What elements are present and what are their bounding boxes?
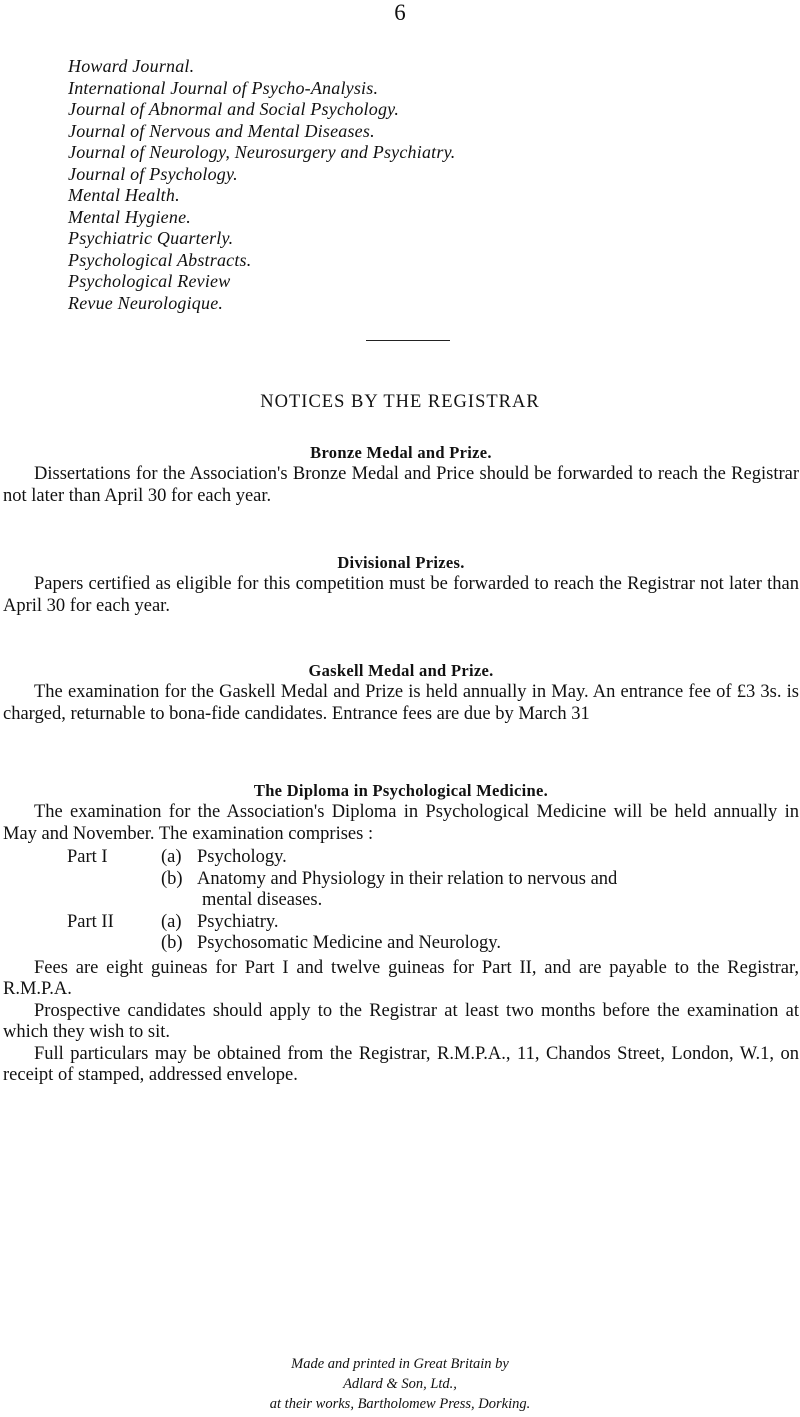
divisional-prizes-text: Papers certified as eligible for this competition must be forwarded to reach the Registrar not later than April 30 for each year. (3, 574, 799, 616)
part1-label: Part I (67, 847, 108, 867)
gaskell-medal-section (3, 660, 799, 725)
bronze-medal-heading: Bronze Medal and Prize. (310, 443, 492, 462)
journal-item: Journal of Psychology. (68, 163, 238, 184)
page-number: 6 (394, 0, 406, 25)
part1-a-letter: (a) (161, 847, 182, 867)
imprint-line: Made and printed in Great Britain by (291, 1356, 509, 1372)
journal-item: Psychological Review (68, 271, 231, 291)
journal-item: Journal of Nervous and Mental Diseases. (68, 120, 375, 141)
gaskell-medal-heading: Gaskell Medal and Prize. (308, 661, 494, 680)
diploma-heading: The Diploma in Psychological Medicine. (253, 781, 549, 800)
journal-item: Revue Neurologique. (68, 292, 224, 313)
journal-item: Psychological Abstracts. (68, 249, 252, 270)
divisional-prizes-heading: Divisional Prizes. (337, 553, 465, 572)
section-divider (366, 340, 450, 341)
imprint-line: at their works, Bartholomew Press, Dorking. (269, 1396, 531, 1412)
journal-item: Mental Health. (68, 185, 180, 205)
part2-b-text: Psychosomatic Medicine and Neurology. (197, 933, 501, 953)
imprint-line: Adlard & Son, Ltd., (343, 1376, 457, 1392)
journal-list (68, 56, 455, 314)
journal-item: International Journal of Psycho-Analysis. (68, 77, 379, 98)
gaskell-medal-text: The examination for the Gaskell Medal and Prize is held annually in May. An entrance fee of £3 3s. is charged, returnable to bona-fide candidates. Entrance fees are due by March 31 (3, 682, 799, 724)
part2-label: Part II (67, 911, 114, 932)
divisional-prizes-section (3, 552, 799, 617)
diploma-apply: Prospective candidates should apply to the Registrar at least two months before the examination at which they wish to sit. (3, 1000, 799, 1042)
examination-parts (3, 847, 799, 955)
bronze-medal-text: Dissertations for the Association's Bronze Medal and Price should be forwarded to reach the Registrar not later than April 30 for each year. (3, 464, 799, 506)
part2-a-row (3, 912, 799, 934)
bronze-medal-section (3, 442, 799, 507)
part1-b-row (3, 869, 799, 912)
diploma-fees: Fees are eight guineas for Part I and twelve guineas for Part II, and are payable to the Registrar, R.M.P.A. (3, 957, 799, 999)
journal-item: Journal of Abnormal and Social Psychology. (68, 99, 400, 119)
part2-b-letter: (b) (161, 933, 183, 953)
notices-title: NOTICES BY THE REGISTRAR (260, 392, 540, 412)
journal-item: Journal of Neurology, Neurosurgery and Psychiatry. (68, 142, 456, 162)
diploma-particulars: Full particulars may be obtained from the Registrar, R.M.P.A., 11, Chandos Street, London, W.1, on receipt of stamped, addressed envelope. (3, 1043, 799, 1085)
diploma-intro: The examination for the Association's Diploma in Psychological Medicine will be held annually in May and November. The examination comprises : (3, 802, 799, 844)
part1-a-row (3, 847, 799, 869)
part2-a-text: Psychiatry. (197, 911, 279, 932)
journal-item: Psychiatric Quarterly. (68, 228, 234, 248)
part1-b-text: Anatomy and Physiology in their relation to nervous and (197, 868, 618, 889)
part1-b-block (197, 869, 799, 912)
part1-b-letter: (b) (161, 868, 183, 889)
part1-b-continuation: mental diseases. (202, 890, 323, 910)
journal-item: Howard Journal. (68, 56, 195, 76)
printer-imprint (0, 1354, 800, 1414)
diploma-section (3, 780, 799, 1087)
part1-a-text: Psychology. (197, 847, 287, 867)
part2-a-letter: (a) (161, 911, 182, 932)
part2-b-row (3, 933, 799, 955)
journal-item: Mental Hygiene. (68, 206, 191, 227)
